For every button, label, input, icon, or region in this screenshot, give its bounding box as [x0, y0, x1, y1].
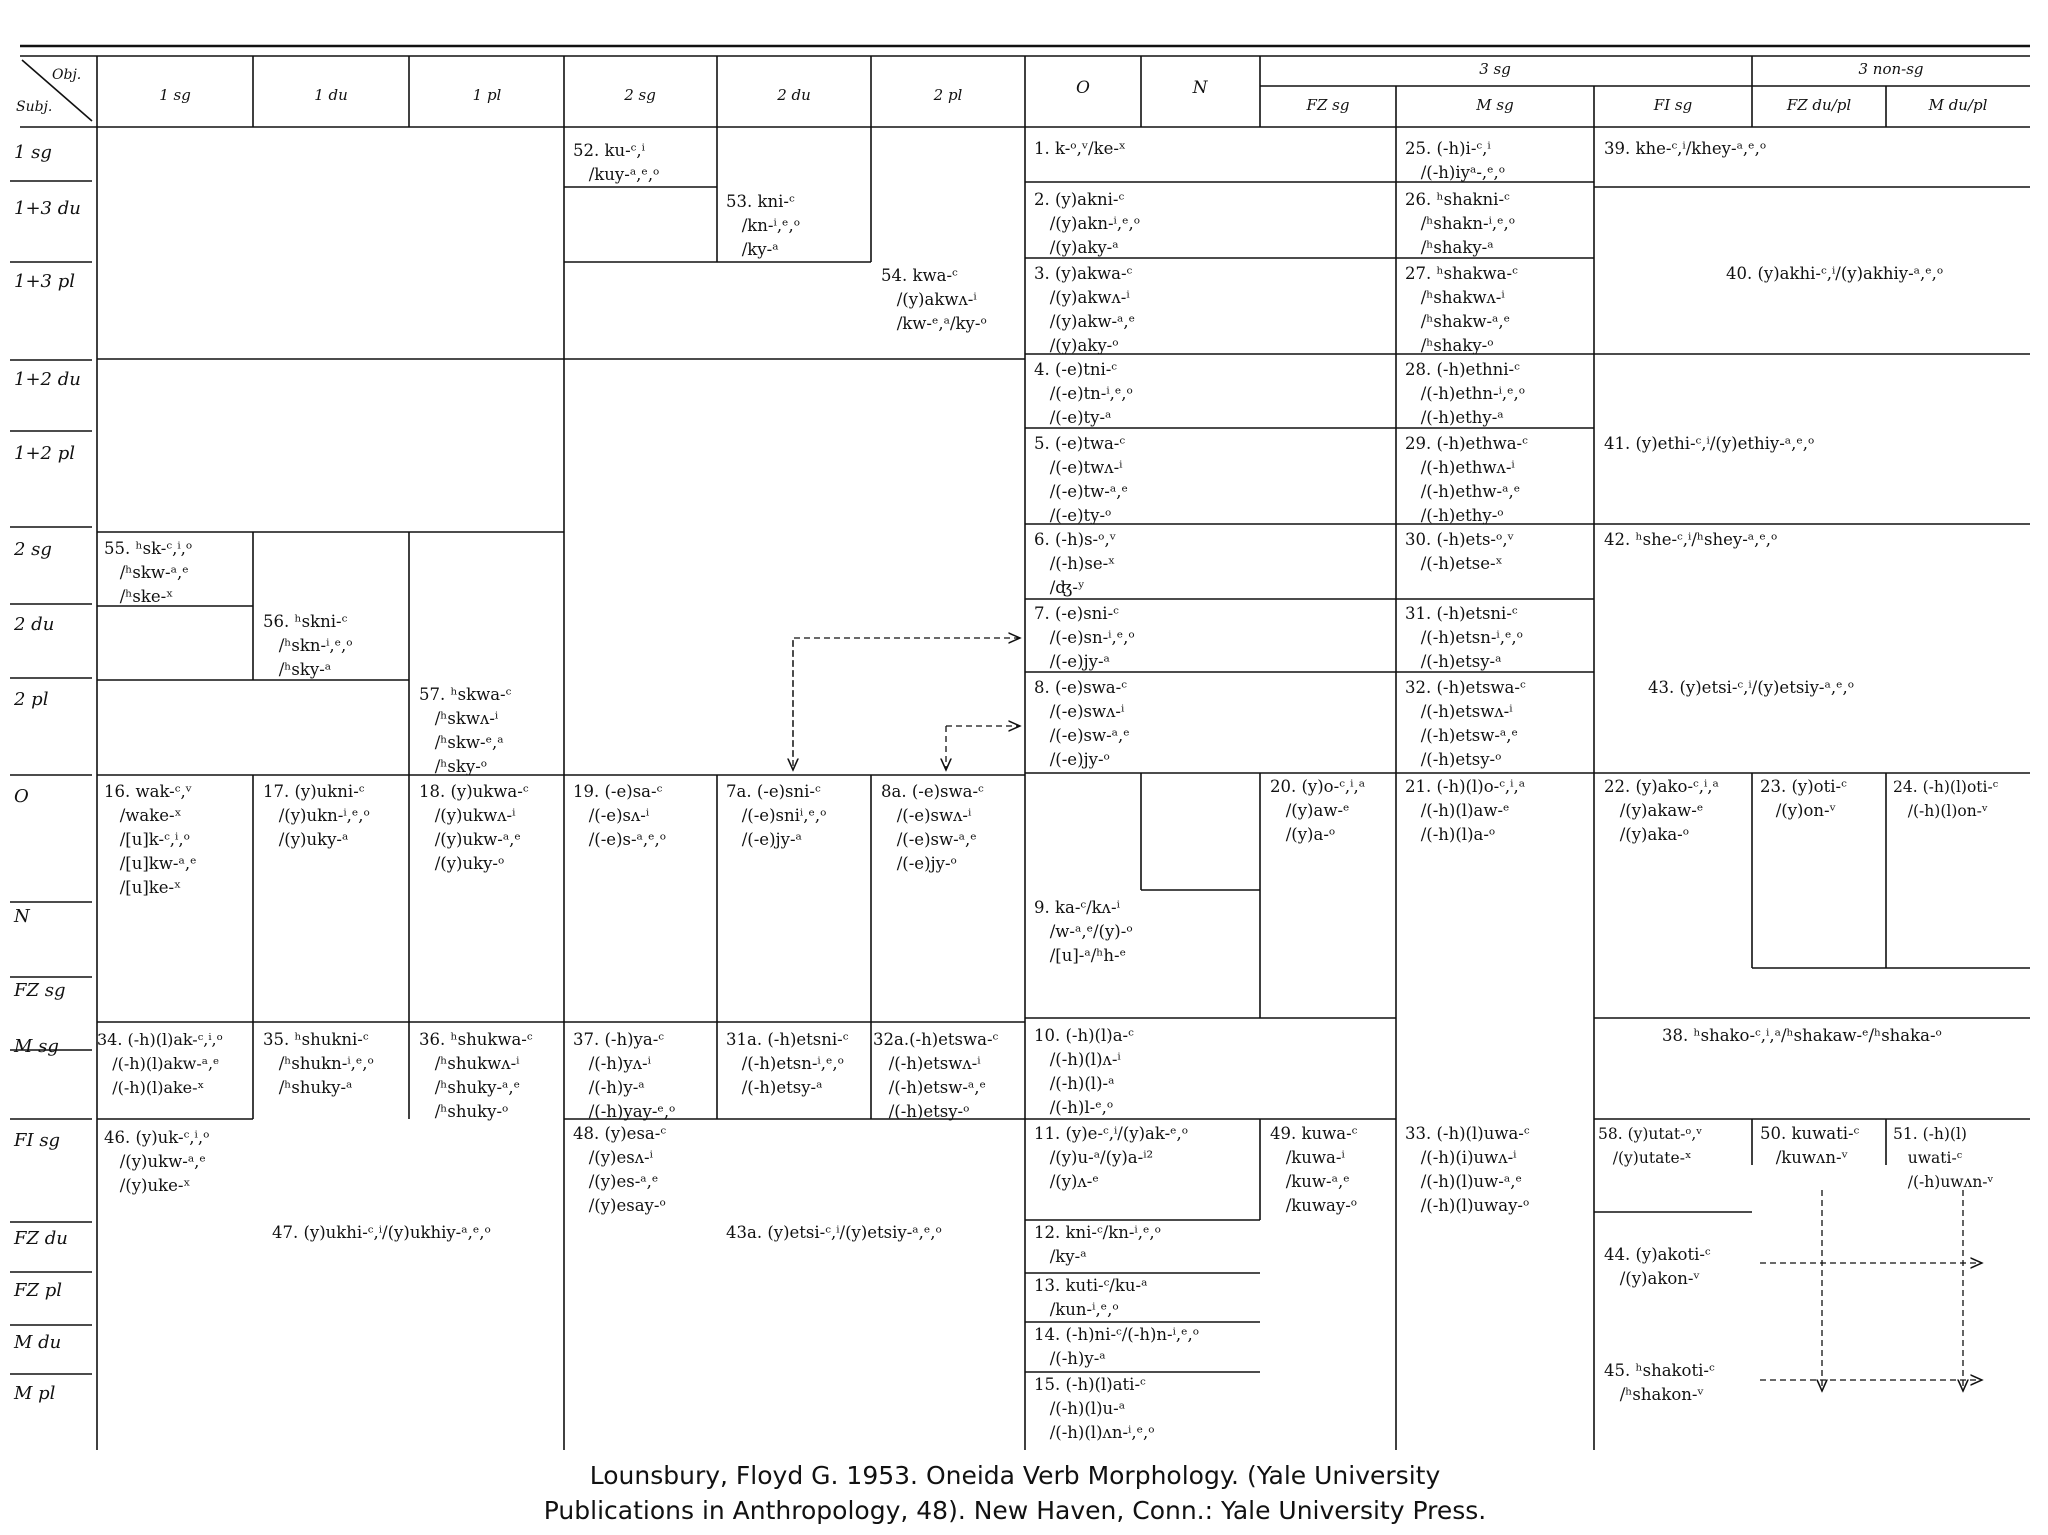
paradigm-cell-5: 5. (-e)twa-ᶜ /(-e)twʌ-ⁱ /(-e)tw-ᵃ,ᵉ /(-e)ty-ᵒ: [1034, 434, 1128, 525]
col-header-1sg: 1 sg: [159, 86, 191, 104]
row-label-1p3pl: 1+3 pl: [14, 271, 75, 292]
paradigm-cell-45: 45. ʰshakoti-ᶜ /ʰshakon-ᵛ: [1604, 1361, 1715, 1404]
paradigm-cell-13: 13. kuti-ᶜ/ku-ᵃ /kun-ⁱ,ᵉ,ᵒ: [1034, 1276, 1148, 1319]
paradigm-cell-26: 26. ʰshakni-ᶜ /ʰshakn-ⁱ,ᵉ,ᵒ /ʰshaky-ᵃ: [1405, 190, 1516, 257]
row-label-2du: 2 du: [14, 614, 55, 635]
row-label-O: O: [14, 786, 29, 807]
paradigm-cell-49: 49. kuwa-ᶜ /kuwa-ⁱ /kuw-ᵃ,ᵉ /kuway-ᵒ: [1270, 1124, 1358, 1215]
row-label-Msg: M sg: [14, 1036, 59, 1057]
paradigm-cell-22: 22. (y)ako-ᶜ,ⁱ,ᵃ /(y)akaw-ᵉ /(y)aka-ᵒ: [1604, 777, 1719, 844]
paradigm-cell-3: 3. (y)akwa-ᶜ /(y)akwʌ-ⁱ /(y)akw-ᵃ,ᵉ /(y)aky-ᵒ: [1034, 264, 1136, 355]
row-label-FIsg: FI sg: [14, 1130, 61, 1151]
paradigm-cell-7: 7. (-e)sni-ᶜ /(-e)sn-ⁱ,ᵉ,ᵒ /(-e)jy-ᵃ: [1034, 604, 1135, 671]
paradigm-cell-56: 56. ʰskni-ᶜ /ʰskn-ⁱ,ᵉ,ᵒ /ʰsky-ᵃ: [263, 612, 353, 679]
col-header-Mdupl: M du/pl: [1928, 96, 1988, 114]
paradigm-cell-28: 28. (-h)ethni-ᶜ /(-h)ethn-ⁱ,ᵉ,ᵒ /(-h)ethy-ᵃ: [1405, 360, 1526, 427]
col-header-1du: 1 du: [314, 86, 348, 104]
col-header-FZdupl: FZ du/pl: [1786, 96, 1852, 114]
row-label-1sg: 1 sg: [14, 142, 52, 163]
paradigm-cell-32a: 32a.(-h)etswa-ᶜ /(-h)etswʌ-ⁱ /(-h)etsw-ᵃ,ᵉ /(-h)etsy-ᵒ: [873, 1030, 999, 1121]
paradigm-cell-6: 6. (-h)s-ᵒ,ᵛ /(-h)se-ˣ /ʤ-ʸ: [1034, 530, 1116, 597]
col-header-2sg: 2 sg: [624, 86, 656, 104]
col-header-2du: 2 du: [777, 86, 811, 104]
paradigm-cell-34: 34. (-h)(l)ak-ᶜ,ⁱ,ᵒ /(-h)(l)akw-ᵃ,ᵉ /(-h)(l)ake-ˣ: [97, 1030, 223, 1097]
paradigm-cell-24: 24. (-h)(l)oti-ᶜ /(-h)(l)on-ᵛ: [1893, 778, 1999, 820]
paradigm-cell-10: 10. (-h)(l)a-ᶜ /(-h)(l)ʌ-ⁱ /(-h)(l)-ᵃ /(-h)l-ᵉ,ᵒ: [1034, 1026, 1134, 1117]
paradigm-cell-39: 39. khe-ᶜ,ⁱ/khey-ᵃ,ᵉ,ᵒ: [1604, 139, 1767, 158]
paradigm-cell-11: 11. (y)e-ᶜ,ⁱ/(y)ak-ᵉ,ᵒ /(y)u-ᵃ/(y)a-ⁱ² /(y)ʌ-ᵉ: [1034, 1124, 1189, 1191]
col-header-N: N: [1192, 78, 1208, 98]
paradigm-cell-17: 17. (y)ukni-ᶜ /(y)ukn-ⁱ,ᵉ,ᵒ /(y)uky-ᵃ: [263, 782, 370, 849]
row-label-1p2pl: 1+2 pl: [14, 443, 75, 464]
paradigm-cell-53: 53. kni-ᶜ /kn-ⁱ,ᵉ,ᵒ /ky-ᵃ: [726, 192, 801, 259]
col-header-Msg: M sg: [1476, 96, 1514, 114]
paradigm-cell-46: 46. (y)uk-ᶜ,ⁱ,ᵒ /(y)ukw-ᵃ,ᵉ /(y)uke-ˣ: [104, 1128, 210, 1195]
paradigm-cell-9: 9. ka-ᶜ/kʌ-ⁱ /w-ᵃ,ᵉ/(y)-ᵒ /[u]-ᵃ/ʰh-ᵉ: [1034, 898, 1133, 965]
row-label-Mpl: M pl: [14, 1383, 56, 1404]
paradigm-cell-55: 55. ʰsk-ᶜ,ⁱ,ᵒ /ʰskw-ᵃ,ᵉ /ʰske-ˣ: [104, 539, 193, 606]
row-label-Mdu: M du: [14, 1332, 62, 1353]
citation-line-2: Publications in Anthropology, 48). New Haven, Conn.: Yale University Press.: [543, 1496, 1487, 1525]
paradigm-cell-54: 54. kwa-ᶜ /(y)akwʌ-ⁱ /kw-ᵉ,ᵃ/ky-ᵒ: [881, 266, 987, 333]
paradigm-cell-25: 25. (-h)i-ᶜ,ⁱ /(-h)iyᵃ-,ᵉ,ᵒ: [1405, 139, 1506, 182]
paradigm-cell-58: 58. (y)utat-ᵒ,ᵛ /(y)utate-ˣ: [1598, 1125, 1703, 1167]
paradigm-cell-19: 19. (-e)sa-ᶜ /(-e)sʌ-ⁱ /(-e)s-ᵃ,ᵉ,ᵒ: [573, 782, 667, 849]
row-label-FZdu: FZ du: [14, 1228, 68, 1249]
paradigm-cell-2: 2. (y)akni-ᶜ /(y)akn-ⁱ,ᵉ,ᵒ /(y)aky-ᵃ: [1034, 190, 1141, 257]
paradigm-cell-43: 43. (y)etsi-ᶜ,ⁱ/(y)etsiy-ᵃ,ᵉ,ᵒ: [1648, 678, 1855, 697]
paradigm-cell-41: 41. (y)ethi-ᶜ,ⁱ/(y)ethiy-ᵃ,ᵉ,ᵒ: [1604, 434, 1815, 453]
paradigm-cell-43a: 43a. (y)etsi-ᶜ,ⁱ/(y)etsiy-ᵃ,ᵉ,ᵒ: [726, 1223, 942, 1242]
paradigm-cell-36: 36. ʰshukwa-ᶜ /ʰshukwʌ-ⁱ /ʰshuky-ᵃ,ᵉ /ʰshuky-ᵒ: [419, 1030, 533, 1121]
paradigm-cell-18: 18. (y)ukwa-ᶜ /(y)ukwʌ-ⁱ /(y)ukw-ᵃ,ᵉ /(y)uky-ᵒ: [419, 782, 529, 873]
paradigm-cell-32: 32. (-h)etswa-ᶜ /(-h)etswʌ-ⁱ /(-h)etsw-ᵃ,ᵉ /(-h)etsy-ᵒ: [1405, 678, 1526, 769]
paradigm-cell-48: 48. (y)esa-ᶜ /(y)esʌ-ⁱ /(y)es-ᵃ,ᵉ /(y)esay-ᵒ: [573, 1124, 667, 1215]
paradigm-cell-4: 4. (-e)tni-ᶜ /(-e)tn-ⁱ,ᵉ,ᵒ /(-e)ty-ᵃ: [1034, 360, 1133, 427]
paradigm-cell-14: 14. (-h)ni-ᶜ/(-h)n-ⁱ,ᵉ,ᵒ /(-h)y-ᵃ: [1034, 1325, 1200, 1368]
corner-obj-label: Obj.: [52, 67, 82, 83]
paradigm-cell-52: 52. ku-ᶜ,ⁱ /kuy-ᵃ,ᵉ,ᵒ: [573, 141, 660, 184]
col-header-FIsg: FI sg: [1653, 96, 1693, 114]
row-label-FZpl: FZ pl: [14, 1280, 62, 1301]
source-citation: [0, 1458, 2030, 1528]
paradigm-cell-47: 47. (y)ukhi-ᶜ,ⁱ/(y)ukhiy-ᵃ,ᵉ,ᵒ: [272, 1223, 491, 1242]
col-header-O: O: [1076, 78, 1090, 98]
paradigm-cell-8: 8. (-e)swa-ᶜ /(-e)swʌ-ⁱ /(-e)sw-ᵃ,ᵉ /(-e)jy-ᵒ: [1034, 678, 1130, 769]
row-label-1p2du: 1+2 du: [14, 369, 81, 390]
paradigm-cell-21: 21. (-h)(l)o-ᶜ,ⁱ,ᵃ /(-h)(l)aw-ᵉ /(-h)(l)a-ᵒ: [1405, 777, 1526, 844]
paradigm-cell-31: 31. (-h)etsni-ᶜ /(-h)etsn-ⁱ,ᵉ,ᵒ /(-h)etsy-ᵃ: [1405, 604, 1523, 671]
paradigm-cell-50: 50. kuwati-ᶜ /kuwʌn-ᵛ: [1760, 1124, 1860, 1167]
paradigm-cell-37: 37. (-h)ya-ᶜ /(-h)yʌ-ⁱ /(-h)y-ᵃ /(-h)yay-ᵉ,ᵒ: [573, 1030, 676, 1121]
paradigm-cell-23: 23. (y)oti-ᶜ /(y)on-ᵛ: [1760, 777, 1847, 820]
paradigm-cell-57: 57. ʰskwa-ᶜ /ʰskwʌ-ⁱ /ʰskw-ᵉ,ᵃ /ʰsky-ᵒ: [419, 685, 512, 776]
paradigm-cell-1: 1. k-ᵒ,ᵛ/ke-ˣ: [1034, 139, 1126, 158]
corner-subj-label: Subj.: [16, 99, 53, 115]
paradigm-cell-38: 38. ʰshako-ᶜ,ⁱ,ᵃ/ʰshakaw-ᵉ/ʰshaka-ᵒ: [1662, 1026, 1942, 1045]
paradigm-cell-16: 16. wak-ᶜ,ᵛ /wake-ˣ /[u]k-ᶜ,ⁱ,ᵒ /[u]kw-ᵃ,ᵉ /[u]ke-ˣ: [104, 782, 197, 897]
paradigm-cell-29: 29. (-h)ethwa-ᶜ /(-h)ethwʌ-ⁱ /(-h)ethw-ᵃ,ᵉ /(-h)ethy-ᵒ: [1405, 434, 1528, 525]
col-header-3nonsg: 3 non-sg: [1858, 60, 1924, 78]
paradigm-cell-30: 30. (-h)ets-ᵒ,ᵛ /(-h)etse-ˣ: [1405, 530, 1514, 573]
paradigm-cell-7a: 7a. (-e)sni-ᶜ /(-e)sniⁱ,ᵉ,ᵒ /(-e)jy-ᵃ: [726, 782, 827, 849]
row-label-1p3du: 1+3 du: [14, 198, 81, 219]
col-header-2pl: 2 pl: [933, 86, 963, 104]
paradigm-cell-12: 12. kni-ᶜ/kn-ⁱ,ᵉ,ᵒ /ky-ᵃ: [1034, 1223, 1161, 1266]
row-label-FZsg: FZ sg: [14, 980, 66, 1001]
paradigm-cell-31a: 31a. (-h)etsni-ᶜ /(-h)etsn-ⁱ,ᵉ,ᵒ /(-h)etsy-ᵃ: [726, 1030, 849, 1097]
row-label-N: N: [14, 906, 30, 927]
row-label-2sg: 2 sg: [14, 539, 52, 560]
paradigm-cell-20: 20. (y)o-ᶜ,ⁱ,ᵃ /(y)aw-ᵉ /(y)a-ᵒ: [1270, 777, 1366, 844]
paradigm-cell-33: 33. (-h)(l)uwa-ᶜ /(-h)(i)uwʌ-ⁱ /(-h)(l)uw-ᵃ,ᵉ /(-h)(l)uway-ᵒ: [1405, 1124, 1530, 1215]
paradigm-cell-40: 40. (y)akhi-ᶜ,ⁱ/(y)akhiy-ᵃ,ᵉ,ᵒ: [1726, 264, 1944, 283]
paradigm-cell-27: 27. ʰshakwa-ᶜ /ʰshakwʌ-ⁱ /ʰshakw-ᵃ,ᵉ /ʰshaky-ᵒ: [1405, 264, 1518, 355]
paradigm-cell-35: 35. ʰshukni-ᶜ /ʰshukn-ⁱ,ᵉ,ᵒ /ʰshuky-ᵃ: [263, 1030, 374, 1097]
col-header-FZsg: FZ sg: [1306, 96, 1350, 114]
row-label-2pl: 2 pl: [14, 689, 49, 710]
citation-line-1: Lounsbury, Floyd G. 1953. Oneida Verb Morphology. (Yale University: [589, 1461, 1441, 1490]
paradigm-cell-8a: 8a. (-e)swa-ᶜ /(-e)swʌ-ⁱ /(-e)sw-ᵃ,ᵉ /(-e)jy-ᵒ: [881, 782, 984, 873]
paradigm-cell-51: 51. (-h)(l) uwati-ᶜ /(-h)uwʌn-ᵛ: [1893, 1125, 1994, 1191]
paradigm-cell-15: 15. (-h)(l)ati-ᶜ /(-h)(l)u-ᵃ /(-h)(l)ʌn-ⁱ,ᵉ,ᵒ: [1034, 1375, 1155, 1442]
paradigm-cell-44: 44. (y)akoti-ᶜ /(y)akon-ᵛ: [1604, 1245, 1711, 1288]
col-header-3sg: 3 sg: [1479, 60, 1511, 78]
col-header-1pl: 1 pl: [472, 86, 502, 104]
paradigm-cell-42: 42. ʰshe-ᶜ,ⁱ/ʰshey-ᵃ,ᵉ,ᵒ: [1604, 530, 1778, 549]
